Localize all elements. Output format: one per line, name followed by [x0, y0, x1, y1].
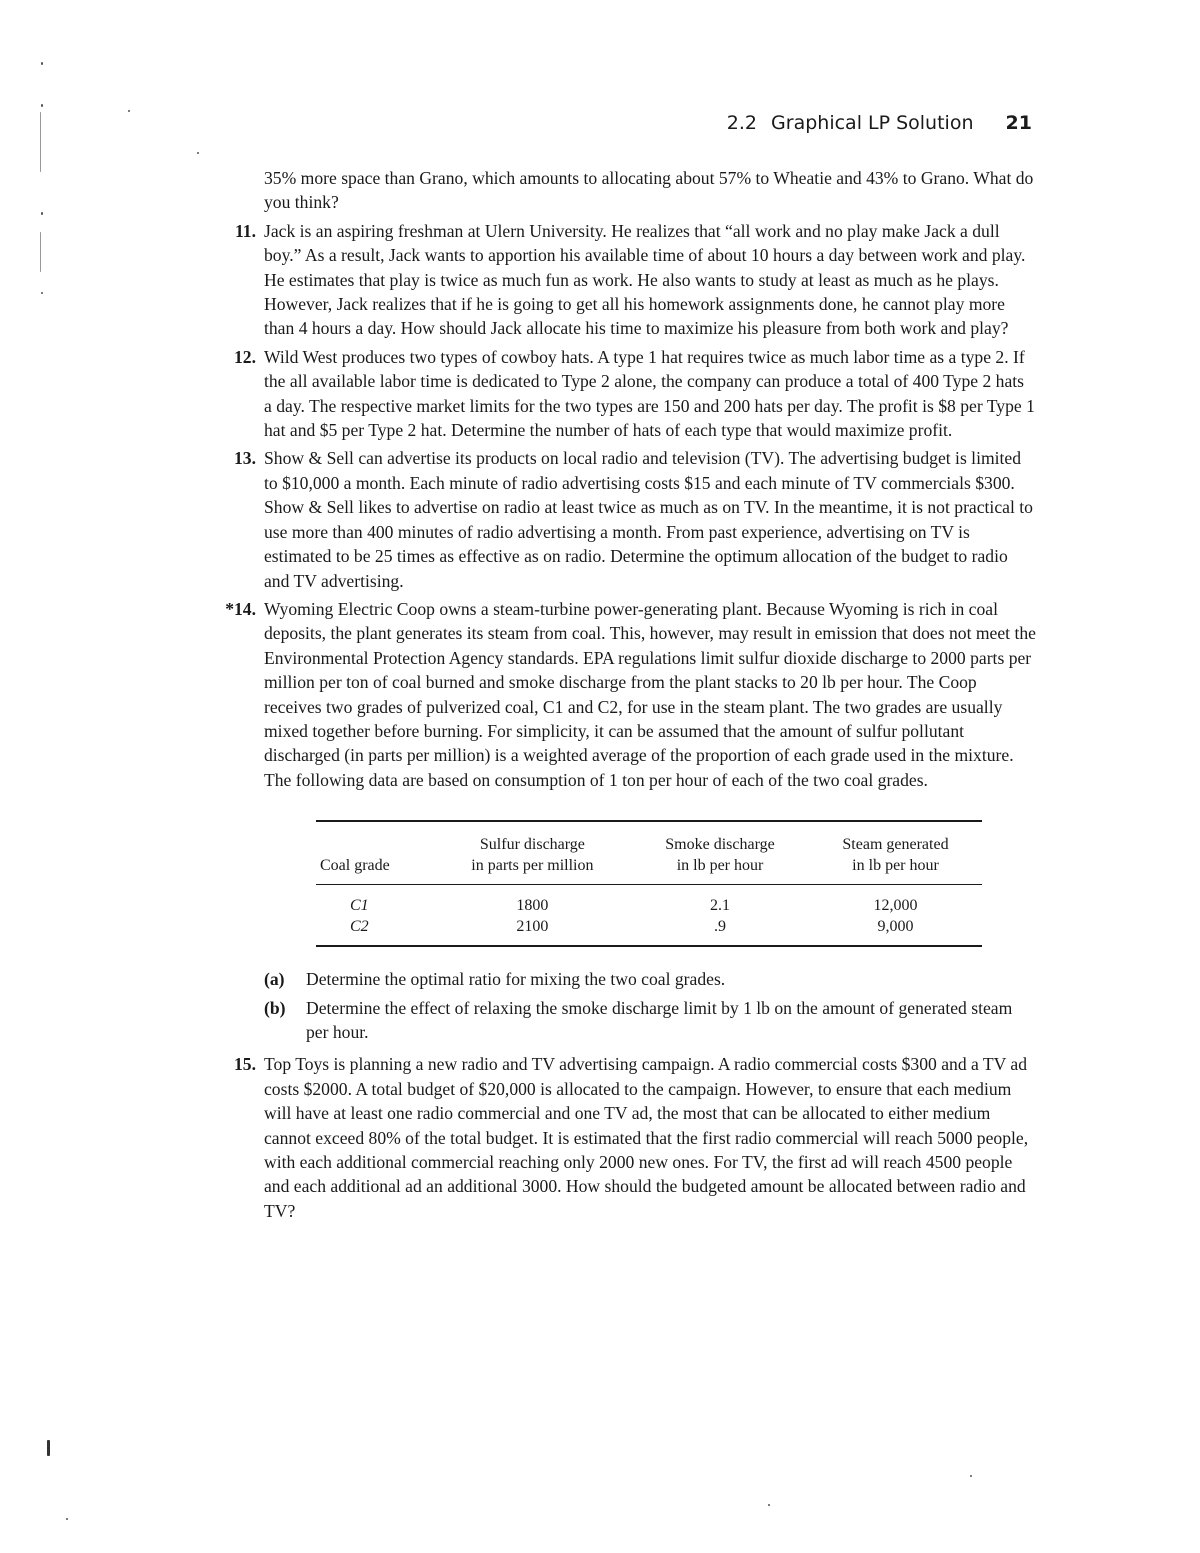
header-line: in lb per hour	[852, 857, 939, 875]
running-head	[727, 112, 1032, 134]
problem-12	[234, 345, 1036, 443]
problem-text: Jack is an aspiring freshman at Ulern University. He realizes that “all work and no play make Jack a dull boy.” As a result, Jack wants to apportion his available time of about 10 hours a day between work and play. He estimates that play is twice as much fun as work. He also wants to study at least as much as he plays. However, Jack realizes that if he is going to get all his homework assignments done, he cannot play more than 4 hours a day. How should Jack allocate his time to maximize his pleasure from both work and play?	[264, 220, 1026, 339]
table-cell: 2.1	[710, 897, 731, 915]
subpart-text: Determine the effect of relaxing the smoke discharge limit by 1 lb on the amount of generated steam per hour.	[306, 997, 1013, 1042]
body-text	[225, 166, 1036, 1223]
scan-speck	[768, 1504, 770, 1506]
scan-speck	[47, 1440, 50, 1456]
header-line: in parts per million	[471, 857, 594, 875]
section-number: 2.2	[726, 112, 757, 134]
scan-speck	[970, 1475, 972, 1477]
header-line: Smoke discharge	[665, 836, 775, 854]
scan-speck	[40, 232, 41, 272]
table-cell: C2	[350, 918, 369, 936]
scan-speck	[41, 62, 43, 65]
subpart-text: Determine the optimal ratio for mixing the two coal grades.	[306, 969, 726, 990]
problem-text: Show & Sell can advertise its products on local radio and television (TV). The advertising budget is limited to $10,000 a month. Each minute of radio advertising costs $15 and each minute of TV commercials $300. Show & Sell likes to advertise on radio at least twice as much as on TV. In the meantime, it is not practical to use more than 400 minutes of radio advertising a month. From past experience, advertising on TV is estimated to be 25 times as effective as on radio. Determine the optimum allocation of the budget to radio and TV advertising.	[264, 448, 1033, 591]
table-header-row	[316, 821, 982, 885]
scan-speck	[40, 112, 41, 172]
subparts	[264, 967, 1036, 1044]
table-row	[316, 916, 982, 946]
scan-speck	[41, 212, 43, 215]
problem-13	[234, 446, 1036, 592]
table-cell: 12,000	[873, 897, 918, 915]
scan-speck	[197, 152, 199, 154]
problem-14	[225, 597, 1036, 1044]
coal-grade-table	[316, 820, 982, 947]
subpart-a	[264, 967, 1036, 991]
table-cell: 1800	[516, 897, 549, 915]
table-cell: C1	[350, 897, 369, 915]
page-number: 21	[1005, 112, 1032, 134]
problem-number: 15.	[234, 1054, 256, 1075]
scan-speck	[41, 292, 43, 294]
table-cell: 9,000	[877, 918, 914, 936]
header-line: Sulfur discharge	[479, 836, 585, 854]
continued-paragraph: 35% more space than Grano, which amounts to allocating about 57% to Wheatie and 43% to Grano. What do you think?	[264, 168, 1034, 213]
column-header	[434, 821, 631, 885]
problem-number: 11.	[234, 220, 256, 241]
column-header	[316, 821, 434, 885]
problem-number: *14.	[225, 598, 256, 619]
header-line: Coal grade	[320, 857, 390, 875]
subpart-label: (b)	[264, 997, 286, 1018]
table-cell: 2100	[516, 918, 549, 936]
subpart-label: (a)	[264, 969, 285, 990]
table-row	[316, 885, 982, 917]
column-header	[631, 821, 809, 885]
problem-15	[234, 1052, 1036, 1223]
scan-speck	[128, 110, 130, 112]
problem-11	[234, 219, 1036, 341]
header-line: Steam generated	[842, 836, 949, 854]
scan-speck	[66, 1518, 68, 1520]
header-line: in lb per hour	[676, 857, 764, 875]
column-header	[809, 821, 982, 885]
problem-text: Wyoming Electric Coop owns a steam-turbine power-generating plant. Because Wyoming is rich in coal deposits, the plant generates its steam from coal. This, however, may result in emission that does not meet the Environmental Protection Agency standards. EPA regulations limit sulfur dioxide discharge to 2000 parts per million per ton of coal burned and smoke discharge from the plant stacks to 20 lb per hour. The Coop receives two grades of pulverized coal, C1 and C2, for use in the steam plant. The two grades are usually mixed together before burning. For simplicity, it can be assumed that the amount of sulfur pollutant discharged (in parts per million) is a weighted average of the proportion of each grade used in the mixture. The following data are based on consumption of 1 ton per hour of each of the two coal grades.	[264, 598, 1036, 790]
subpart-b	[264, 996, 1036, 1045]
problem-text: Wild West produces two types of cowboy hats. A type 1 hat requires twice as much labor time as a type 2. If the all available labor time is dedicated to Type 2 alone, the company can produce a total of 400 Type 2 hats a day. The respective market limits for the two types are 150 and 200 hats per day. The profit is $8 per Type 1 hat and $5 per Type 2 hat. Determine the number of hats of each type that would maximize profit.	[264, 346, 1035, 441]
problem-number: 12.	[234, 346, 256, 367]
section-title: Graphical LP Solution	[771, 112, 974, 134]
scan-speck	[41, 104, 43, 107]
problem-number: 13.	[234, 448, 256, 469]
problem-text: Top Toys is planning a new radio and TV advertising campaign. A radio commercial costs $300 and a TV ad costs $2000. A total budget of $20,000 is allocated to the campaign. However, to ensure that each medium will have at least one radio commercial and one TV ad, the most that can be allocated to either medium cannot exceed 80% of the total budget. It is estimated that the first radio commercial will reach 5000 people, with each additional commercial reaching only 2000 new ones. For TV, the first ad will reach 4500 people and each additional ad an additional 3000. How should the budgeted amount be allocated between radio and TV?	[264, 1054, 1029, 1221]
table-cell: .9	[714, 918, 727, 936]
